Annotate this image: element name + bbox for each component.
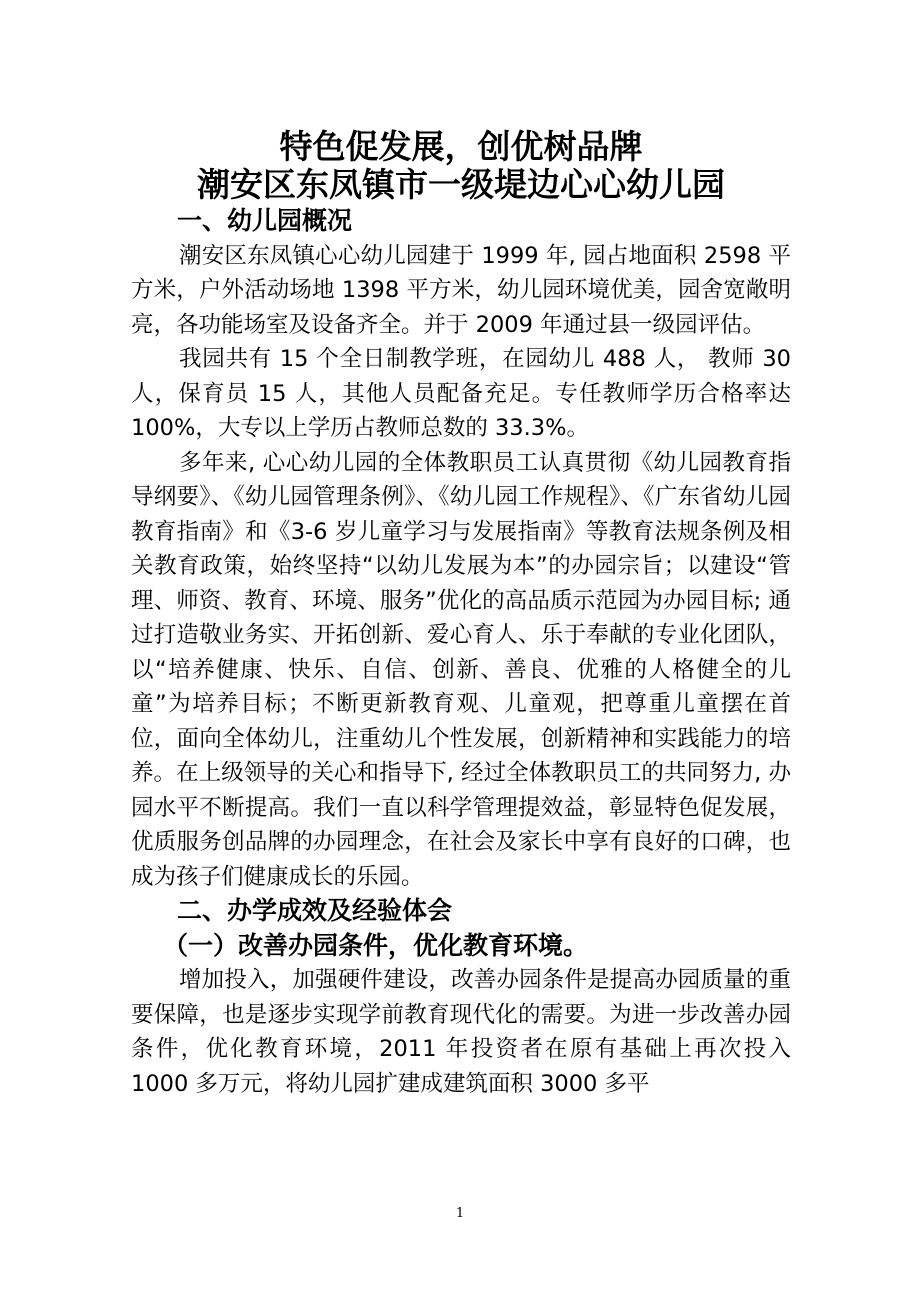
document-title-line-1: 特色促发展，创优树品牌 bbox=[279, 127, 643, 166]
section-heading-overview: 一、幼儿园概况 bbox=[177, 206, 353, 235]
section-heading-achievements: 二、办学成效及经验体会 bbox=[177, 896, 453, 925]
paragraph-conditions: 增加投入，加强硬件建设，改善办园条件是提高办园质量的重要保障，也是逐步实现学前教育现代化的需要。为进一步改善办园条件，优化教育环境，2011 年投资者在原有基础上再次投入 1000 多万元，将幼儿园扩建成建筑面积 3000 多平 bbox=[131, 967, 791, 1097]
paragraph-overview-intro: 潮安区东凤镇心心幼儿园建于 1999 年, 园占地面积 2598 平方米，户外活动场地 1398 平方米，幼儿园环境优美，园舍宽敞明亮，各功能场室及设备齐全。并于 2009 年通过县一级园评估。 bbox=[131, 242, 791, 338]
subsection-heading-conditions: （一）改善办园条件，优化教育环境。 bbox=[163, 930, 589, 960]
document-body bbox=[131, 128, 791, 1101]
paragraph-overview-staff: 我园共有 15 个全日制教学班，在园幼儿 488 人， 教师 30 人，保育员 15 人，其他人员配备充足。专任教师学历合格率达 100%，大专以上学历占教师总数的 33.3%。 bbox=[131, 346, 791, 441]
document-title-line-2: 潮安区东凤镇市一级堤边心心幼儿园 bbox=[197, 165, 725, 204]
paragraph-overview-philosophy: 多年来, 心心幼儿园的全体教职员工认真贯彻《幼儿园教育指导纲要》、《幼儿园管理条例》、《幼儿园工作规程》、《广东省幼儿园教育指南》和《3-6 岁儿童学习与发展指南》等教育法规条例及相关教育政策，始终坚持“以幼儿发展为本”的办园宗旨；以建设“管理、师资、教育、环境、服务”优化的高品质示范园为办园目标; 通过打造敬业务实、开拓创新、爱心育人、乐于奉献的专业化团队，以“培养健康、快乐、自信、创新、善良、优雅的人格健全的儿童”为培养目标；不断更新教育观、儿童观，把尊重儿童摆在首位，面向全体幼儿，注重幼儿个性发展，创新精神和实践能力的培养。在上级领导的关心和指导下, 经过全体教职员工的共同努力, 办园水平不断提高。我们一直以科学管理提效益，彰显特色促发展，优质服务创品牌的办园理念，在社会及家长中享有良好的口碑，也成为孩子们健康成长的乐园。 bbox=[131, 449, 791, 890]
page-number: 1 bbox=[455, 1206, 465, 1221]
